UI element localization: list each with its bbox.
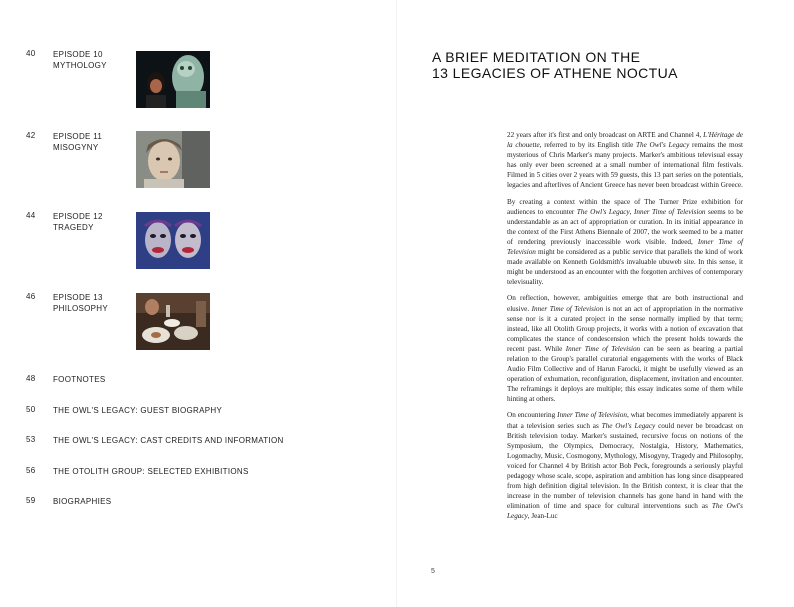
toc-episode-number: EPISODE 11 xyxy=(53,132,103,141)
toc-episode-title: TRAGEDY xyxy=(53,223,94,232)
toc-page-number: 40 xyxy=(26,49,36,58)
toc-entry-footnotes[interactable]: FOOTNOTES xyxy=(53,375,106,384)
italic-title: The Owl's Legacy xyxy=(601,421,656,430)
episode-11-still-image xyxy=(136,131,210,188)
italic-title: The Owl's Legacy xyxy=(576,207,630,216)
toc-entry-episode-10[interactable] xyxy=(53,49,133,71)
essay-body xyxy=(507,130,743,527)
toc-page-number: 42 xyxy=(26,131,36,140)
text-run: is not an act of appropriation in the normative sense nor is it a curated project in the sense normally implied by that term; instead, like all Otolith Group projects, it works with a notion of excavation that complicates the stance of condescension which the present holds towards the recent past. While xyxy=(507,304,743,353)
text-run: , what becomes immediately apparent is that a television series such as xyxy=(507,411,743,430)
text-run: might be considered as a public service that parallels the kind of work made available on Kenneth Goldsmith's invaluable ubuweb site. In this sense, it might be understood as an encounter with the forgotten archives of contemporary televisuality. xyxy=(507,248,743,287)
italic-title: L'Héritage de la chouette xyxy=(507,131,743,150)
essay-title-line-2: 13 LEGACIES OF ATHENE NOCTUA xyxy=(432,65,678,81)
essay-title xyxy=(432,49,762,81)
toc-page-number: 50 xyxy=(26,405,36,414)
toc-entry-guest-biography[interactable]: THE OWL'S LEGACY: GUEST BIOGRAPHY xyxy=(53,406,223,415)
text-run: 22 years after it's first and only broadcast on ARTE and Channel 4, xyxy=(507,131,704,139)
italic-title: Inner Time of Television xyxy=(565,344,641,353)
toc-page-number: 59 xyxy=(26,496,36,505)
toc-page-number: 53 xyxy=(26,435,36,444)
toc-entry-episode-11[interactable] xyxy=(53,131,133,153)
dinner-table-still-graphic xyxy=(136,293,210,350)
text-run: could never be broadcast on British television today. Marker's sustained, recursive focus on notions of the Symposium, the Olympics, Democracy, Nostalgia, History, Mathematics, Logomachy, Music, Cosmogony, Mythology, Misogyny, Tragedy and Philosophy, voiced for Channel 4 by British actor Bob Peck, foregrounds a seriously playful pedagogy whose scale, scope, aspiration and ambition has long since disappeared from high definition digital television. In the British context, it is clear that the increase in the number of television channels has gone hand in hand with the elimination of time and space for cultural interventions such as xyxy=(507,421,743,511)
toc-episode-title: MYTHOLOGY xyxy=(53,61,107,70)
text-run: remains the most mysterious of Chris Marker's many projects. Marker's ambitious televisual essay has only ever been screened at a small number of international film festivals. Filmed in 5 cities over 2 years with 59 guests, this 13 part series on the potentials, legacies and afterlives of Ancient Greece has never been broadcast within Greece. xyxy=(507,141,744,190)
text-run: seems to be understandable as an act of appropriation or curation. In its initial appearance in the context of the First Athens Biennale of 2007, the work seemed to be a matter of rendering previously inaccessible work visible. Indeed, xyxy=(507,207,743,246)
toc-entry-selected-exhibitions[interactable]: THE OTOLITH GROUP: SELECTED EXHIBITIONS xyxy=(53,467,249,476)
essay-paragraph-1 xyxy=(507,130,743,191)
text-run: On reflection, however, ambiguities emerge that are both instructional and elusive. xyxy=(507,294,743,313)
essay-paragraph-3 xyxy=(507,293,743,404)
toc-entry-cast-credits[interactable]: THE OWL'S LEGACY: CAST CREDITS AND INFORMATION xyxy=(53,436,284,445)
text-run: can be seen as bearing a partial relation to the Group's parallel curatorial engagements with the works of Black Audio Film Collective and of Harun Farocki, it might be usefully viewed as an operation of exhumation, reconfiguration, displacement, invitation and encounter. The reframings it deploys are multiple; this essay indicates some of them while hinting at others. xyxy=(507,344,743,404)
face-closeup-still-graphic xyxy=(136,131,210,188)
toc-episode-number: EPISODE 12 xyxy=(53,212,103,221)
toc-page-number: 46 xyxy=(26,292,36,301)
italic-title: The Owl's Legacy xyxy=(636,141,690,150)
italic-title: Inner Time of Television xyxy=(557,411,627,420)
italic-title: The Owl's Legacy xyxy=(507,502,743,521)
episode-10-still-image xyxy=(136,51,210,108)
essay-paragraph-2 xyxy=(507,197,743,288)
italic-title: Inner Time of Television xyxy=(633,207,706,216)
toc-episode-title: MISOGYNY xyxy=(53,143,99,152)
toc-page-number: 56 xyxy=(26,466,36,475)
page-number: 5 xyxy=(431,568,435,575)
toc-episode-number: EPISODE 10 xyxy=(53,50,103,59)
episode-12-still-image xyxy=(136,212,210,269)
toc-episode-title: PHILOSOPHY xyxy=(53,304,109,313)
toc-episode-number: EPISODE 13 xyxy=(53,293,103,302)
text-run: , Jean-Luc xyxy=(527,512,558,521)
toc-page-number: 44 xyxy=(26,211,36,220)
toc-entry-episode-13[interactable] xyxy=(53,292,133,314)
theatre-masks-still-graphic xyxy=(136,212,210,269)
text-run: , referred to by its English title xyxy=(539,141,636,150)
essay-title-line-1: A BRIEF MEDITATION ON THE xyxy=(432,49,641,65)
toc-entry-episode-12[interactable] xyxy=(53,211,133,233)
italic-title: Inner Time of Television xyxy=(507,237,743,257)
episode-13-still-image xyxy=(136,293,210,350)
text-run: By creating a context within the space of The Turner Prize exhibition for audiences to encounter xyxy=(507,197,743,216)
italic-title: Inner Time of Television xyxy=(531,304,604,313)
text-run: , xyxy=(629,207,634,216)
page-gutter xyxy=(396,0,397,607)
toc-entry-biographies[interactable]: BIOGRAPHIES xyxy=(53,497,112,506)
toc-page-number: 48 xyxy=(26,374,36,383)
essay-paragraph-4 xyxy=(507,410,743,521)
owl-statue-still-graphic xyxy=(136,51,210,108)
text-run: On encountering xyxy=(507,411,558,420)
